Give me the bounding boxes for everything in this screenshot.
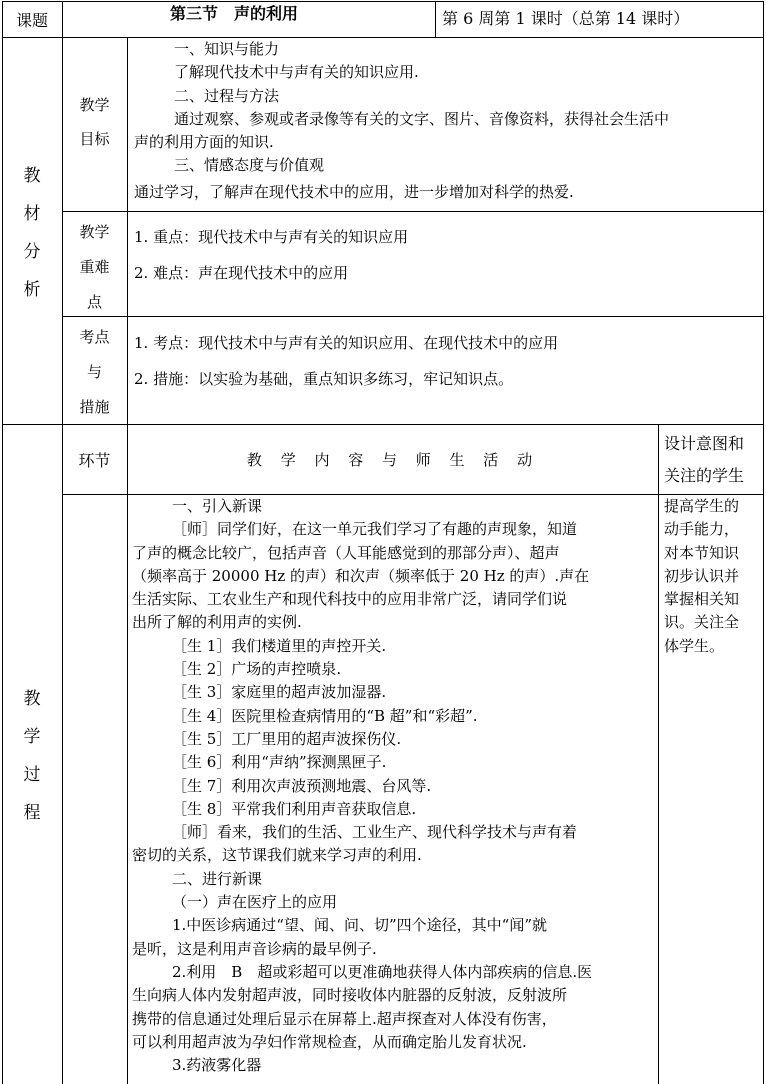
goals-label <box>62 88 127 156</box>
stage-column-header: 环节 <box>78 451 111 470</box>
design-line: 初步认识并 <box>664 566 740 585</box>
content-line: ［生 4］医院里检查病情用的“B 超”和“彩超”. <box>172 706 478 725</box>
schedule: 第 6 周第 1 课时（总第 14 课时） <box>442 9 690 28</box>
goals-content <box>134 38 759 204</box>
content-line: ［师］同学们好，在这一单元我们学习了有趣的声现象，知道 <box>172 520 578 539</box>
content-column-header: 教 学 内 容 与 师 生 活 动 <box>246 451 540 469</box>
label-char: 学 <box>23 727 41 747</box>
content-line: ［生 1］我们楼道里的声控开关. <box>172 636 387 655</box>
text-line: 三、情感态度与价值观 <box>174 156 325 175</box>
col-divider <box>435 1 436 38</box>
header-line: 关注的学生 <box>664 466 745 485</box>
label-char: 教学 <box>79 223 110 241</box>
header-label: 课题 <box>15 10 48 30</box>
content-line: ［生 5］工厂里用的超声波探伤仪. <box>172 729 402 748</box>
content-line: ［生 3］家庭里的超声波加湿器. <box>172 683 387 702</box>
content-line: （一）声在医疗上的应用 <box>172 893 338 912</box>
content-line: ［生 6］利用“声纳”探测黑匣子. <box>172 753 387 772</box>
design-intent <box>664 495 762 658</box>
label-char: 目标 <box>79 130 110 148</box>
exam-content <box>134 325 759 397</box>
design-line: 对本节知识 <box>664 543 740 562</box>
content-line: 3.药液雾化器 <box>172 1056 262 1075</box>
label-char: 过 <box>23 765 41 785</box>
content-line: 可以利用超声波为孕妇作常规检查，从而确定胎儿发育状况. <box>132 1032 527 1051</box>
content-line: 是听，这是利用声音诊病的最早例子. <box>132 939 377 958</box>
text-line: 1. 重点：现代技术中与声有关的知识应用 <box>134 228 409 246</box>
content-line: ［生 2］广场的声控喷泉. <box>172 660 342 679</box>
design-line: 识。关注全 <box>664 613 740 632</box>
content-line: ［生 7］利用次声波预测地震、台风等. <box>172 776 432 795</box>
label-char: 分 <box>23 242 41 262</box>
label-char: 教 <box>23 689 41 709</box>
label-char: 教 <box>23 166 41 186</box>
analysis-label <box>2 157 62 309</box>
content-line: 一、引入新课 <box>172 497 263 515</box>
col-divider <box>127 37 128 1084</box>
text-line: 了解现代技术中与声有关的知识应用. <box>174 63 419 82</box>
keypoints-label <box>62 215 127 320</box>
design-line: 体学生。 <box>664 636 725 655</box>
border-top <box>2 1 764 2</box>
content-line: 生向病人体内发射超声波，同时接收体内脏器的反射波，反射波所 <box>132 986 568 1005</box>
label-char: 点 <box>86 293 102 311</box>
label-char: 重难 <box>79 258 110 276</box>
label-char: 程 <box>23 803 41 823</box>
content-line: （频率高于 20000 Hz 的声）和次声（频率低于 20 Hz 的声）.声在 <box>132 566 590 585</box>
design-line: 掌握相关知 <box>664 590 740 609</box>
text-line: 通过观察、参观或者录像等有关的文字、图片、音像资料，获得社会生活中 <box>174 109 670 128</box>
content-line: ［生 8］平常我们利用声音获取信息. <box>172 799 417 818</box>
content-line: 2.利用 B 超或彩超可以更准确地获得人体内部疾病的信息.医 <box>172 962 593 981</box>
label-char: 与 <box>86 363 102 381</box>
process-label <box>2 680 62 832</box>
exam-label <box>62 320 127 425</box>
section-title: 第三节 声的利用 <box>170 4 299 23</box>
label-char: 析 <box>23 280 41 300</box>
content-line: 生活实际、工农业生产和现代科技中的应用非常广泛，请同学们说 <box>132 590 568 609</box>
label-char: 考点 <box>79 328 110 346</box>
text-line: 声的利用方面的知识. <box>134 133 274 152</box>
row-divider <box>62 211 764 212</box>
content-line: 了声的概念比较广，包括声音（人耳能感觉到的那部分声）、超声 <box>132 543 560 562</box>
keypoints-content <box>134 219 759 291</box>
content-line: 出所了解的利用声的实例. <box>132 613 302 632</box>
label-char: 措施 <box>79 398 110 416</box>
design-column-header <box>664 428 764 492</box>
row-divider <box>62 316 764 317</box>
content-line: 1.中医诊病通过“望、闻、问、切”四个途径，其中“闻”就 <box>172 916 547 935</box>
process-content <box>132 495 656 1077</box>
header-line: 设计意图和 <box>664 434 745 453</box>
content-line: 二、进行新课 <box>172 869 263 888</box>
text-line: 2. 措施：以实验为基础，重点知识多练习，牢记知识点。 <box>134 370 514 388</box>
label-char: 材 <box>23 204 41 224</box>
text-line: 通过学习，了解声在现代技术中的应用，进一步增加对科学的热爱. <box>134 182 574 201</box>
col-divider <box>62 1 63 1084</box>
text-line: 1. 考点：现代技术中与声有关的知识应用、在现代技术中的应用 <box>134 334 559 352</box>
border-right <box>763 1 764 1084</box>
text-line: 一、知识与能力 <box>174 40 280 58</box>
content-line: 密切的关系，这节课我们就来学习声的利用. <box>132 846 422 865</box>
content-line: 携带的信息通过处理后显示在屏幕上.超声探查对人体没有伤害， <box>132 1009 557 1028</box>
text-line: 2. 难点：声在现代技术中的应用 <box>134 264 349 282</box>
design-line: 提高学生的 <box>664 497 740 515</box>
text-line: 二、过程与方法 <box>174 86 280 105</box>
col-divider <box>658 424 659 1084</box>
design-line: 动手能力， <box>664 520 740 539</box>
content-line: ［师］看来，我们的生活、工业生产、现代科学技术与声有着 <box>172 823 578 842</box>
label-char: 教学 <box>79 96 110 114</box>
